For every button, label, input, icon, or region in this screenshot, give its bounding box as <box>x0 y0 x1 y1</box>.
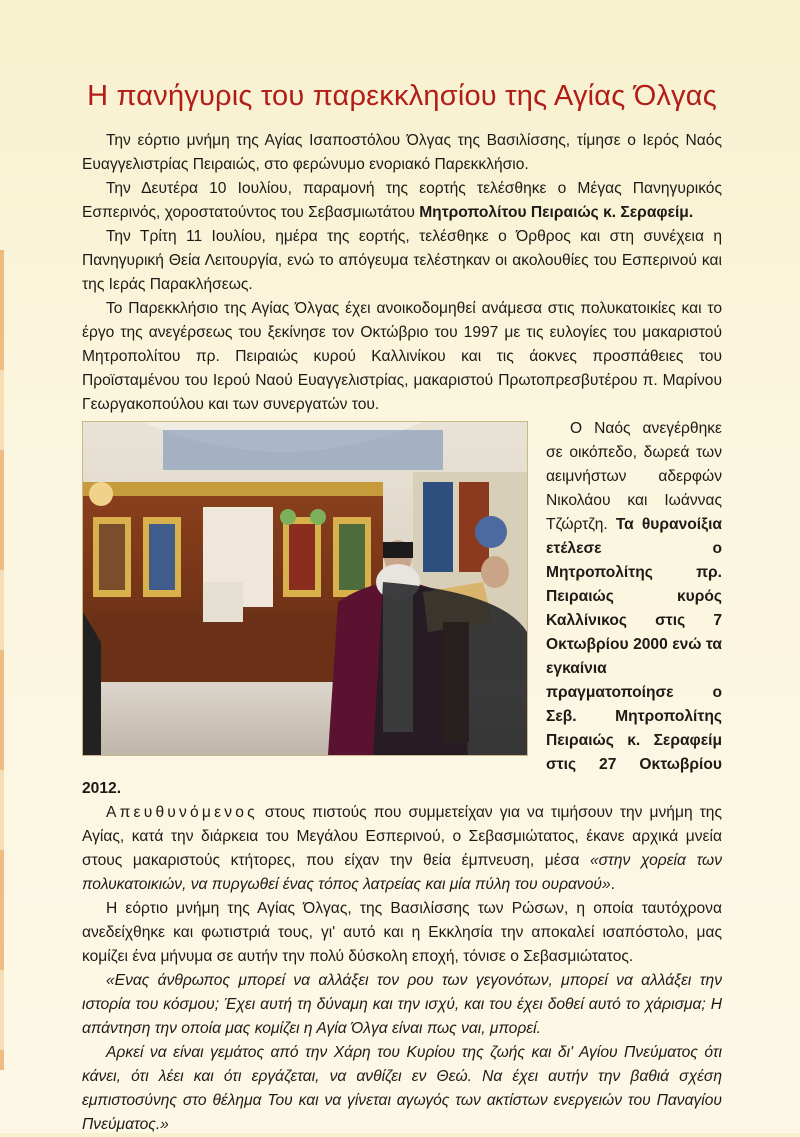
paragraph-2-text: Την Δευτέρα 10 Ιουλίου, παραμονή της εορτής τελέσθηκε ο Μέγας Πανηγυρικός Εσπερινός, χοροστατούντος του Σεβασμιωτάτου <box>82 180 722 221</box>
metropolitan-name: Μητροπολίτου Πειραιώς κ. Σεραφείμ. <box>419 204 694 221</box>
paragraph-7: Η εόρτιο μνήμη της Αγίας Όλγας, της Βασιλίσσης των Ρώσων, η οποία ταυτόχρονα ανεδείχθηκε και φωτιστριά τους, γι' αυτό και η Εκκλησία την αποκαλεί ισαπόστολο, μας κομίζει ένα μήνυμα σε αυτήν την πολύ δύσκολη εποχή, τόνισε ο Σεβασμιώτατος. <box>82 900 722 965</box>
paragraph-2 <box>82 177 722 225</box>
quote-2: Αρκεί να είναι γεμάτος από την Χάρη του Κυρίου της ζωής και δι' Αγίου Πνεύματος ότι κάνει, ότι λέει και ότι εργάζεται, να ανθίζει εν Θεώ. Να έχει αυτήν την βαθιά σχέση εμπιστοσύνης στο θέλημα Του και να γίνεται αγωγός των ακτίστων ενεργειών του Παναγίου Πνεύματος.» <box>82 1044 722 1133</box>
paragraph-4: Το Παρεκκλήσιο της Αγίας Όλγας έχει ανοικοδομηθεί ανάμεσα στις πολυκατοικίες και το έργο της ανεγέρσεως του ξεκίνησε τον Οκτώβριο του 1997 με τις ευλογίες του μακαριστού Μητροπολίτου πρ. Πειραιώς κυρού Καλλινίκου και τις άοκνες προσπάθειες του Προϊσταμένου του Ιερού Ναού Ευαγγελιστρίας, μακαριστού Πρωτοπρεσβυτέρου π. Μαρίνου Γεωργακοπούλου και των συνεργατών του. <box>82 300 722 413</box>
consecration-info: Τα θυρανοίξια ετέλεσε ο Μητροπολίτης πρ. Πειραιώς κυρός Καλλίνικος στις 7 Οκτωβρίου 2000 ενώ τα εγκαίνια πραγματοποίησε ο Σεβ. Μητροπολίτης Πειραιώς κ. Σεραφείμ στις 27 Οκτωβρίου 2012. <box>82 516 722 797</box>
paragraph-6-quote: «στην χορεία των πολυκατοικιών, να πυργωθεί ένας τόπος λατρείας και μία πύλη του ουρανού» <box>82 852 722 893</box>
article <box>82 80 722 1137</box>
edge-ribbon <box>0 250 4 1070</box>
article-title: Η πανήγυρις του παρεκκλησίου της Αγίας Όλγας <box>87 80 717 112</box>
paragraph-1: Την εόρτιο μνήμη της Αγίας Ισαποστόλου Όλγας της Βασιλίσσης, τίμησε ο Ιερός Ναός Ευαγγελιστρίας Πειραιώς, στο φερώνυμο ενοριακό Παρεκκλήσιο. <box>82 132 722 173</box>
paragraph-6-text: στους πιστούς που συμμετείχαν για να τιμήσουν την μνήμη της Αγίας, κατά την διάρκεια του Μεγάλου Εσπερινού, ο Σεβασμιώτατος, έκανε αρχικά μνεία στους μακαριστούς κτήτορες, που είχαν την θεία έμπνευση, μέσα <box>82 804 722 869</box>
church-photo <box>82 421 528 756</box>
paragraph-5-text: Ο Ναός ανεγέρθηκε σε οικόπεδο, δωρεά των αειμνήστων αδερφών Νικολάου και Ιωάννας Τζώρτζη. <box>546 420 722 533</box>
quote-1: «Ενας άνθρωπος μπορεί να αλλάξει τον ρου των γεγονότων, μπορεί να αλλάξει την ιστορία του κόσμου; Έχει αυτή τη δύναμη και την ισχύ, και του έχει δοθεί αυτό το χάρισμα; Η απάντηση την οποία μας κομίζει η Αγία Όλγα είναι πως ναι, μπορεί. <box>82 972 722 1037</box>
paragraph-6 <box>82 801 722 897</box>
paragraph-6-lead: Απευθυνόμενος <box>106 804 258 821</box>
paragraph-6-end: . <box>610 876 615 893</box>
paragraph-3: Την Τρίτη 11 Ιουλίου, ημέρα της εορτής, τελέσθηκε ο Όρθρος και στη συνέχεια η Πανηγυρική Θεία Λειτουργία, ενώ το απόγευμα τελέστηκαν οι ακολουθίες του Εσπερινού και της Ιεράς Παρακλήσεως. <box>82 228 722 293</box>
paragraph-9 <box>82 1041 722 1137</box>
article-body <box>82 129 722 1137</box>
paragraph-8 <box>82 969 722 1041</box>
